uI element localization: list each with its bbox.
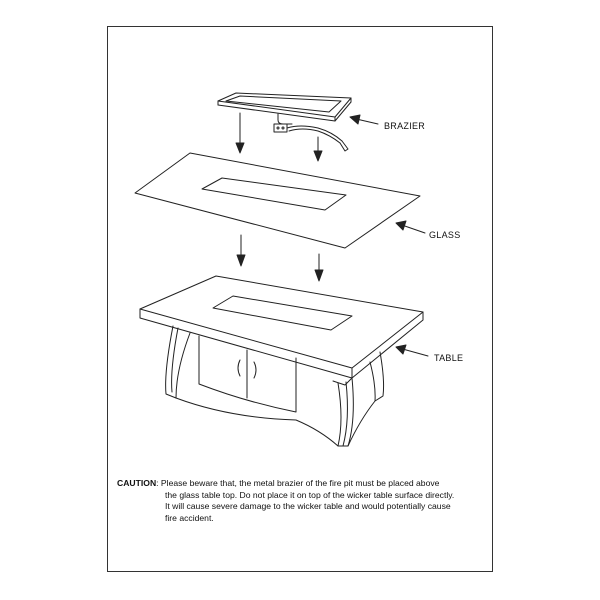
caution-line-2: the glass table top. Do not place it on top of the wicker table surface directly. — [165, 489, 455, 500]
brazier-label: BRAZIER — [384, 121, 426, 131]
caution-note — [117, 478, 487, 524]
arrow-brazier-right — [314, 137, 322, 161]
arrow-glass-left — [237, 235, 245, 266]
table-illustration — [140, 276, 423, 446]
caution-line-1 — [117, 478, 487, 490]
table-label: TABLE — [434, 353, 464, 363]
callout-arrow-table — [396, 345, 428, 356]
caution-heading: CAUTION — [117, 478, 157, 488]
arrow-glass-right — [315, 254, 323, 281]
callout-arrow-glass — [396, 221, 425, 233]
caution-line-4: fire accident. — [165, 512, 214, 523]
brazier-illustration — [218, 93, 351, 151]
callout-arrow-brazier — [350, 115, 378, 124]
caution-text-1: : Please beware that, the metal brazier of the fire pit must be placed above — [156, 478, 440, 488]
caution-line-3: It will cause severe damage to the wicker table and would potentially cause — [165, 501, 451, 512]
glass-illustration — [135, 153, 420, 248]
glass-label: GLASS — [429, 230, 461, 240]
arrow-brazier-left — [236, 113, 244, 153]
